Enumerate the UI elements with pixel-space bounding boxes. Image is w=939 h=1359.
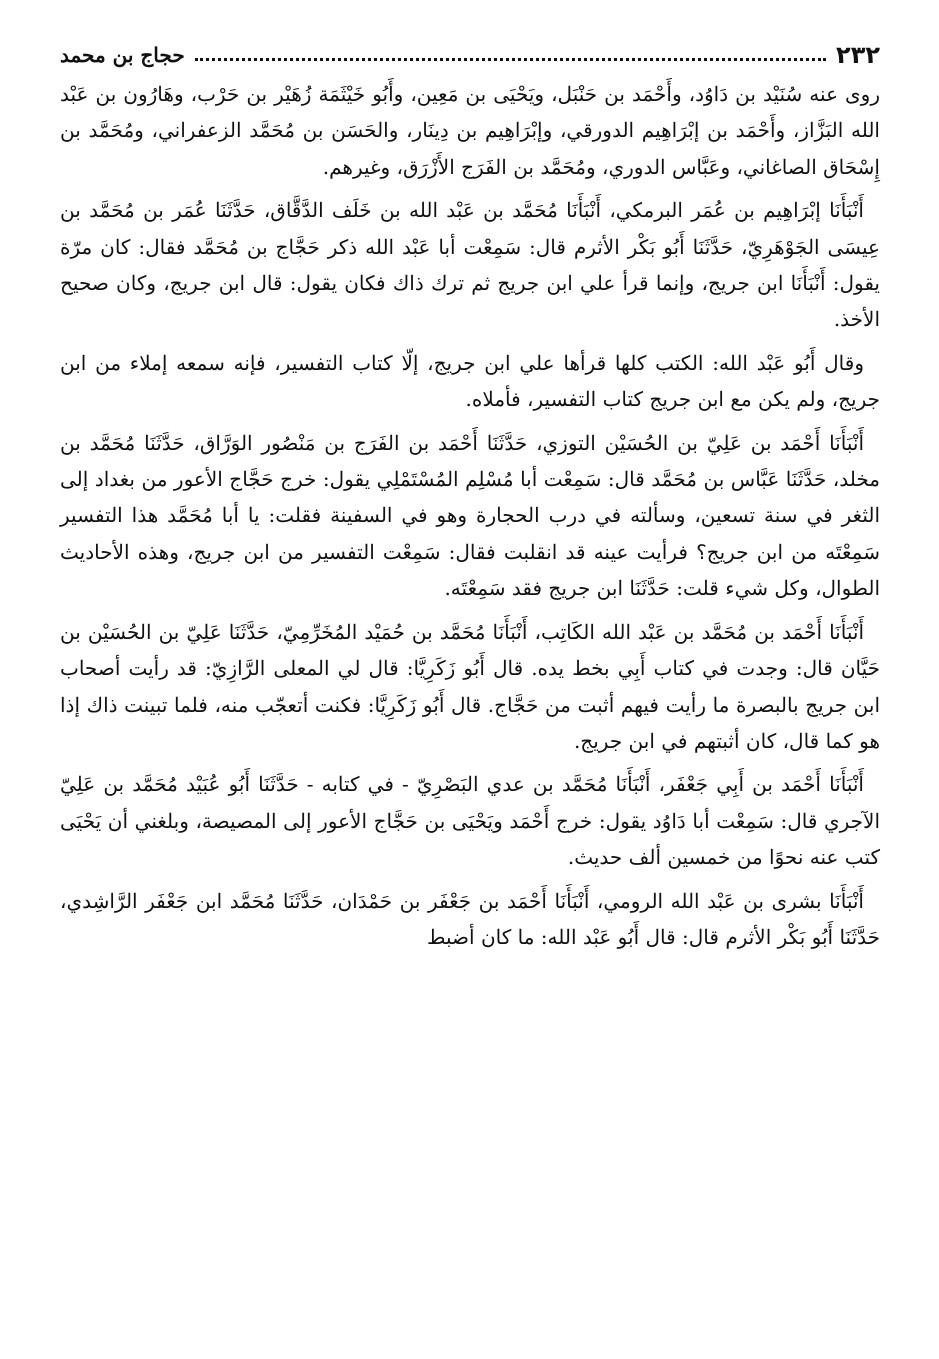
running-header	[60, 40, 880, 70]
header-dotted-leader	[195, 58, 826, 61]
paragraph: أَنْبَأَنَا أَحْمَد بن أَبِي جَعْفَر، أَنْبَأَنَا مُحَمَّد بن عدي البَصْرِيّ - في كتابه - حَدَّثَنَا أَبُو عُبَيْد مُحَمَّد بن عَلِيّ الآجري قال: سَمِعْت أبا دَاوُد يقول: خرج أَحْمَد ويَحْيَى بن حَجَّاج الأعور إلى المصيصة، وبلغني أن يَحْيَى كتب عنه نحوًا من خمسين ألف حديث.	[60, 772, 880, 870]
paragraph: وقال أَبُو عَبْد الله: الكتب كلها قرأها علي ابن جريج، إلّا كتاب التفسير، فإنه سمعه إملاء من ابن جريج، ولم يكن مع ابن جريج كتاب التفسير، فأملاه.	[60, 350, 880, 412]
paragraph: أَنْبَأَنَا أَحْمَد بن عَلِيّ بن الحُسَيْن التوزي، حَدَّثَنَا أَحْمَد بن الفَرَج بن مَنْصُور الوَرَّاق، حَدَّثَنَا مُحَمَّد بن مخلد، حَدَّثَنَا عَبَّاس بن مُحَمَّد قال: سَمِعْت أبا مُسْلِم المُسْتَمْلِي يقول: خرج حَجَّاج الأعور من بغداد إلى الثغر في سنة تسعين، وسألته في درب الحجارة وهو في السفينة فقلت: يا أبا مُحَمَّد هذا التفسير سَمِعْتَه من ابن جريج؟ فرأيت عينه قد انقلبت فقال: سَمِعْت التفسير من ابن جريج، وهذه الأحاديث الطوال، وكل شيء قلت: حَدَّثَنَا ابن جريج فقد سَمِعْتَه.	[60, 430, 880, 601]
book-page	[60, 40, 880, 962]
paragraph: روى عنه سُنَيْد بن دَاوُد، وأَحْمَد بن حَنْبَل، ويَحْيَى بن مَعِين، وأَبُو خَيْثَمَة زُهَيْر بن حَرْب، وهَارُون بن عَبْد الله البَزَّاز، وأَحْمَد بن إبْرَاهِيم الدورقي، وإبْرَاهِيم بن دِينَار، والحَسَن بن مُحَمَّد الزعفراني، ومُحَمَّد بن إِسْحَاق الصاغاني، وعَبَّاس الدوري، ومُحَمَّد بن الفَرَج الأَزْرَق، وغيرهم.	[60, 82, 880, 179]
page-number: ٢٣٢	[836, 41, 880, 69]
running-title: حجاج بن محمد	[60, 43, 185, 67]
paragraph: أَنْبَأَنَا إبْرَاهِيم بن عُمَر البرمكي، أَنْبَأَنَا مُحَمَّد بن عَبْد الله بن خَلَف الدَّقَّاق، حَدَّثَنَا عُمَر بن مُحَمَّد بن عِيسَى الجَوْهَرِيّ، حَدَّثَنَا أَبُو بَكْر الأثرم قال: سَمِعْت أبا عَبْد الله ذكر حَجَّاج بن مُحَمَّد فقال: كان مرّة يقول: أَنْبَأَنَا ابن جريج، وإنما قرأ علي ابن جريج ثم ترك ذاك فكان يقول: قال ابن جريج، وكان صحيح الأخذ.	[60, 198, 880, 332]
paragraph: أَنْبَأَنَا بشرى بن عَبْد الله الرومي، أَنْبَأَنَا أَحْمَد بن جَعْفَر بن حَمْدَان، حَدَّثَنَا مُحَمَّد ابن جَعْفَر الرَّاشِدي، حَدَّثَنَا أَبُو بَكْر الأثرم قال: قال أَبُو عَبْد الله: ما كان أضبط	[60, 888, 880, 949]
paragraph: أَنْبَأَنَا أَحْمَد بن مُحَمَّد بن عَبْد الله الكَاتِب، أَنْبَأَنَا مُحَمَّد بن حُمَيْد المُخَرِّمِيّ، حَدَّثَنَا عَلِيّ بن الحُسَيْن بن حَيَّان قال: وجدت في كتاب أَبِي بخط يده. قال أَبُو زَكَرِيَّا: قال لي المعلى الرَّازِيّ: قد رأيت أصحاب ابن جريج بالبصرة ما رأيت فيهم أثبت من حَجَّاج. قال أَبُو زَكَرِيَّا: فكنت أتعجّب منه، فلما تبينت ذاك إذا هو كما قال، كان أثبتهم في ابن جريج.	[60, 619, 880, 753]
